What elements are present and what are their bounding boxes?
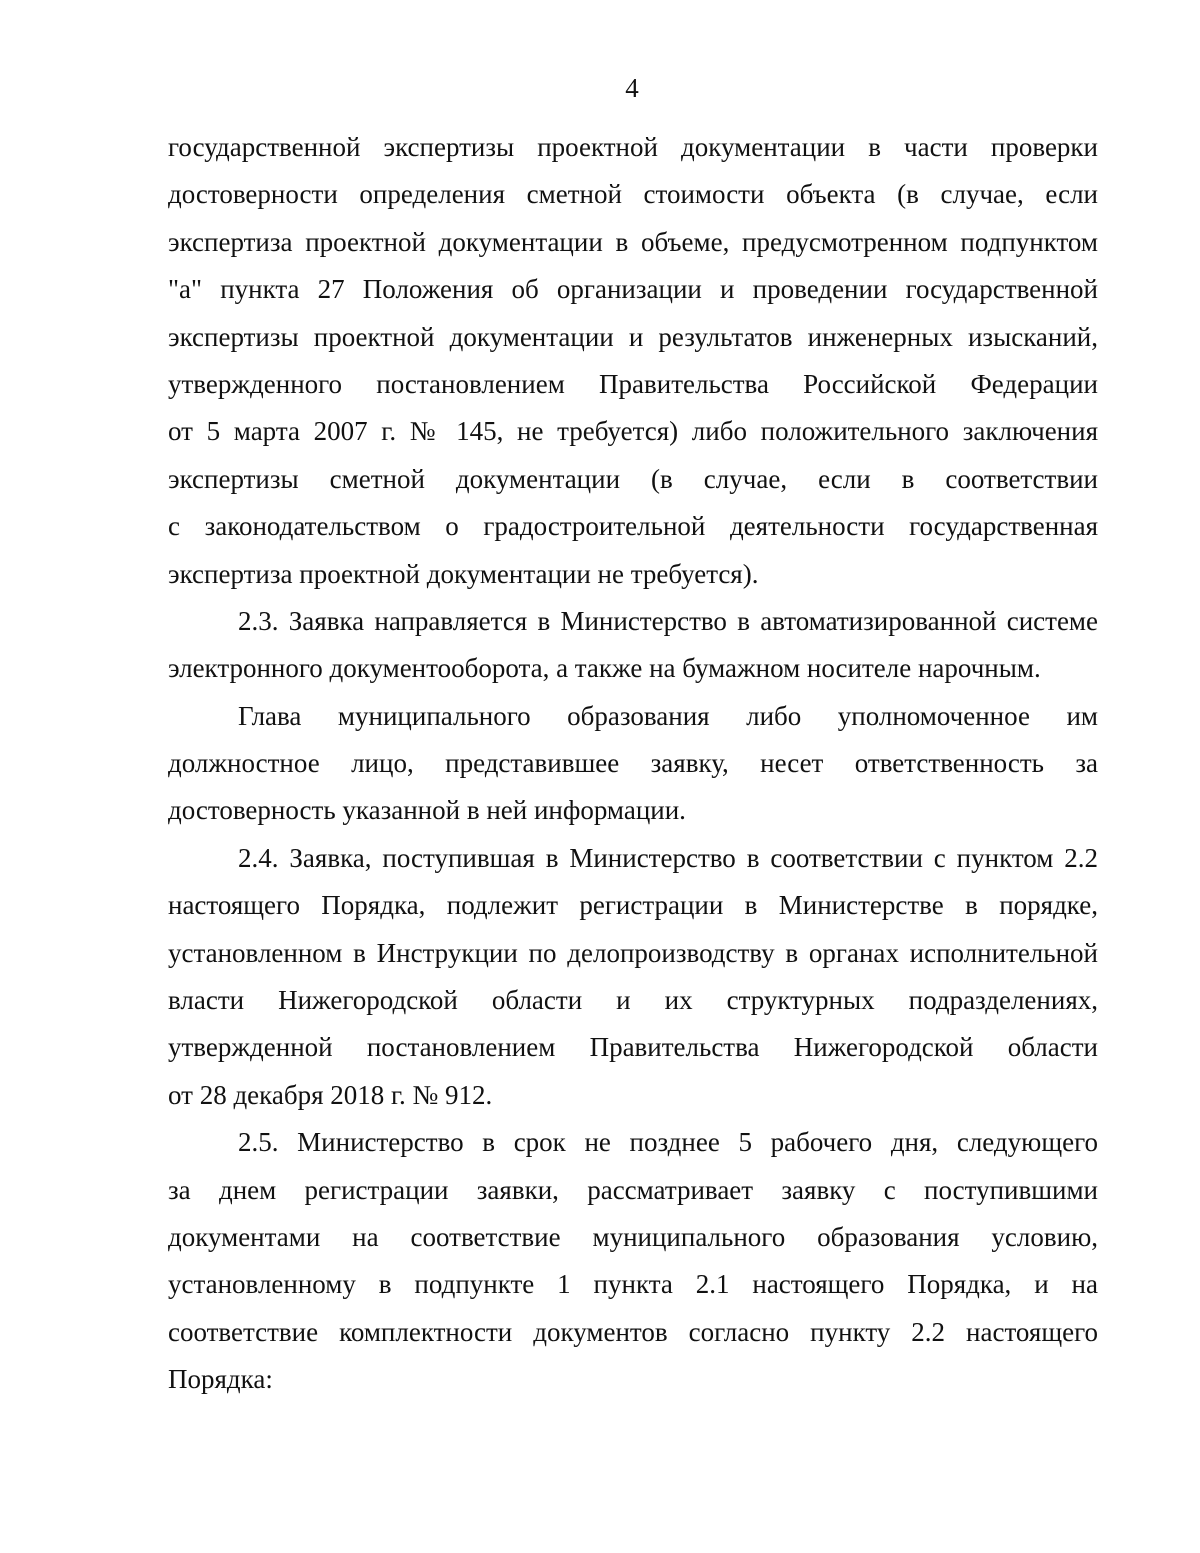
paragraph-continuation bbox=[168, 124, 1098, 598]
paragraph-2-3 bbox=[168, 598, 1098, 693]
text-line: утвержденной постановлением Правительства Нижегородской области bbox=[168, 1032, 1098, 1063]
text-line: экспертиза проектной документации не требуется). bbox=[168, 558, 759, 589]
text-line: 2.5. Министерство в срок не позднее 5 рабочего дня, следующего bbox=[238, 1127, 1098, 1158]
text-line: власти Нижегородской области и их структурных подразделениях, bbox=[168, 985, 1098, 1016]
text-line: экспертиза проектной документации в объеме, предусмотренном подпунктом bbox=[168, 226, 1098, 257]
text-line: документами на соответствие муниципального образования условию, bbox=[168, 1221, 1098, 1252]
text-line: электронного документооборота, а также на бумажном носителе нарочным. bbox=[168, 653, 1041, 684]
text-line: достоверность указанной в ней информации. bbox=[168, 795, 686, 826]
paragraph-head-responsibility bbox=[168, 693, 1098, 835]
text-line: Порядка: bbox=[168, 1364, 273, 1395]
text-line: настоящего Порядка, подлежит регистрации в Министерстве в порядке, bbox=[168, 890, 1098, 921]
text-line: утвержденного постановлением Правительства Российской Федерации bbox=[168, 368, 1098, 399]
text-line: с законодательством о градостроительной деятельности государственная bbox=[168, 511, 1098, 542]
text-line: экспертизы сметной документации (в случае, если в соответствии bbox=[168, 463, 1098, 494]
text-line: должностное лицо, представившее заявку, несет ответственность за bbox=[168, 748, 1098, 779]
text-line: от 5 марта 2007 г. № 145, не требуется) либо положительного заключения bbox=[168, 416, 1098, 447]
text-line: "а" пункта 27 Положения об организации и проведении государственной bbox=[168, 274, 1098, 305]
text-line: от 28 декабря 2018 г. № 912. bbox=[168, 1079, 493, 1110]
text-line: установленном в Инструкции по делопроизводству в органах исполнительной bbox=[168, 937, 1098, 968]
text-line: соответствие комплектности документов согласно пункту 2.2 настоящего bbox=[168, 1316, 1098, 1347]
paragraph-2-4 bbox=[168, 835, 1098, 1119]
text-line: экспертизы проектной документации и результатов инженерных изысканий, bbox=[168, 321, 1098, 352]
text-line: 2.4. Заявка, поступившая в Министерство в соответствии с пунктом 2.2 bbox=[238, 842, 1098, 873]
page-number: 4 bbox=[625, 73, 639, 103]
text-line: Глава муниципального образования либо уполномоченное им bbox=[238, 700, 1098, 731]
text-line: 2.3. Заявка направляется в Министерство в автоматизированной системе bbox=[238, 605, 1098, 636]
paragraph-2-5 bbox=[168, 1119, 1098, 1403]
text-line: за днем регистрации заявки, рассматривает заявку с поступившими bbox=[168, 1174, 1098, 1205]
text-line: установленному в подпункте 1 пункта 2.1 настоящего Порядка, и на bbox=[168, 1269, 1098, 1300]
text-line: государственной экспертизы проектной документации в части проверки bbox=[168, 132, 1098, 162]
text-line: достоверности определения сметной стоимости объекта (в случае, если bbox=[168, 179, 1098, 210]
document-body bbox=[168, 124, 1098, 1404]
